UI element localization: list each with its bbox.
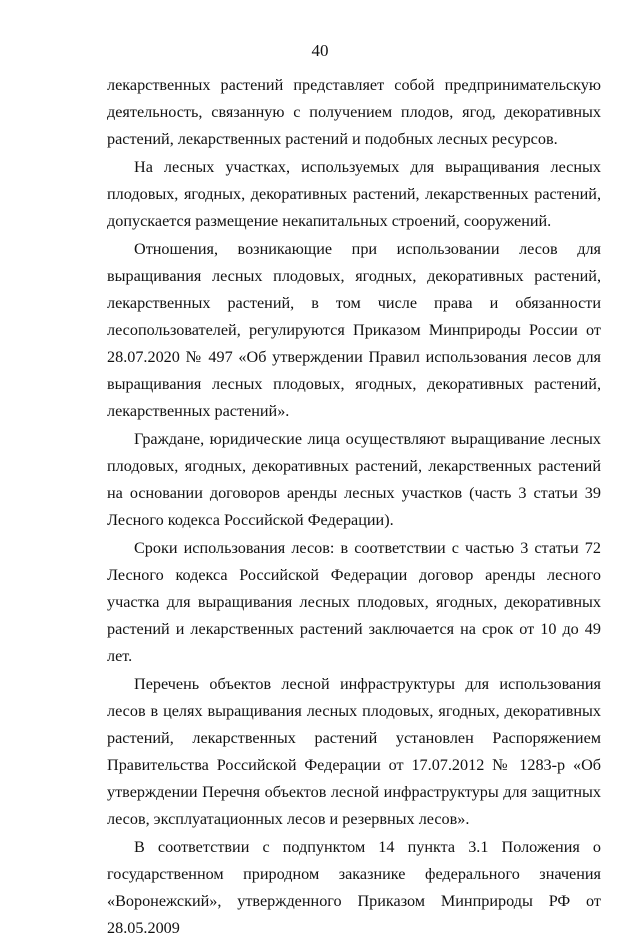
page-number: 40 [311, 41, 329, 60]
paragraph-4: Граждане, юридические лица осуществляют выращивание лесных плодовых, ягодных, декоративных растений, лекарственных растений на основании договоров аренды лесных участков (часть 3 статьи 39 Лесного кодекса Российской Федерации). [107, 430, 601, 529]
paragraph-7: В соответствии с подпунктом 14 пункта 3.1 Положения о государственном природном заказнике федерального значения «Воронежский», утвержденного Приказом Минприроды РФ от 28.05.2009 [107, 838, 601, 937]
paragraph-6: Перечень объектов лесной инфраструктуры для использования лесов в целях выращивания лесных плодовых, ягодных, декоративных растений, лекарственных растений установлен Распоряжением Правительства Российской Федерации от 17.07.2012 № 1283-р «Об утверждении Перечня объектов лесной инфраструктуры для защитных лесов, эксплуатационных лесов и резервных лесов». [107, 675, 601, 828]
paragraph-3: Отношения, возникающие при использовании лесов для выращивания лесных плодовых, ягодных, декоративных растений, лекарственных растений, в том числе права и обязанности лесопользователей, регулируются Приказом Минприроды России от 28.07.2020 № 497 «Об утверждении Правил использования лесов для выращивания лесных плодовых, ягодных, декоративных растений, лекарственных растений». [107, 240, 601, 420]
paragraph-5: Сроки использования лесов: в соответствии с частью 3 статьи 72 Лесного кодекса Российской Федерации договор аренды лесного участка для выращивания лесных плодовых, ягодных, декоративных растений и лекарственных растений заключается на срок от 10 до 49 лет. [107, 539, 601, 665]
document-body [107, 72, 601, 942]
paragraph-1: лекарственных растений представляет собой предпринимательскую деятельность, связанную с получением плодов, ягод, декоративных растений, лекарственных растений и подобных лесных ресурсов. [107, 76, 601, 148]
paragraph-2: На лесных участках, используемых для выращивания лесных плодовых, ягодных, декоративных растений, лекарственных растений, допускается размещение некапитальных строений, сооружений. [107, 158, 601, 230]
